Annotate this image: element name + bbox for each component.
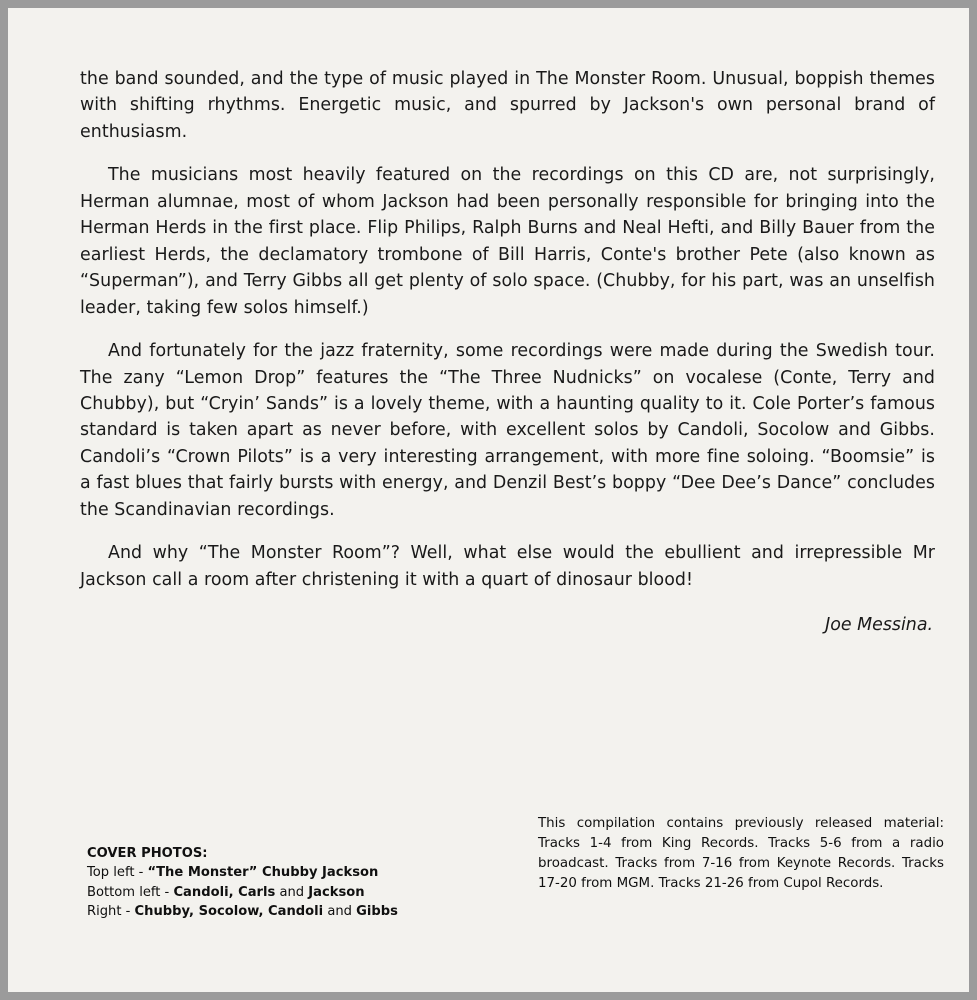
liner-notes-page [8,8,969,992]
credit-bold-2: Jackson [308,884,365,900]
cover-photo-credit-line [87,883,487,902]
paragraph-4: And why “The Monster Room”? Well, what else would the ebullient and irrepressible Mr Jackson call a room after christening it with a quart of dinosaur blood! [80,543,935,590]
credit-prefix: Top left - [87,865,148,881]
author-signature: Joe Messina. [825,615,933,636]
footer [80,814,944,944]
paragraph-1: the band sounded, and the type of music played in The Monster Room. Unusual, boppish themes with shifting rhythms. Energetic music, and spurred by Jackson's own personal brand of enthusiasm. [80,69,935,142]
credit-bold-2: Gibbs [356,904,398,920]
compilation-note: This compilation contains previously released material: Tracks 1-4 from King Records. Tracks 5-6 from a radio broadcast. Tracks from 7-16 from Keynote Records. Tracks 17-20 from MGM. Tracks 21-26 from Cupol Records. [538,816,944,892]
paragraph-2: The musicians most heavily featured on the recordings on this CD are, not surprisingly, Herman alumnae, most of whom Jackson had been personally responsible for bringing into the Herman Herds in the first place. Flip Philips, Ralph Burns and Neal Hefti, and Billy Bauer from the earliest Herds, the declamatory trombone of Bill Harris, Conte's brother Pete (also known as “Superman”), and Terry Gibbs all get plenty of solo space. (Chubby, for his part, was an unselfish leader, taking few solos himself.) [80,165,935,318]
credit-prefix: Bottom left - [87,884,174,900]
cover-photos-credits [87,844,487,922]
credit-prefix: Right - [87,904,135,920]
body-text-column [80,66,935,635]
credit-bold-1: “The Monster” Chubby Jackson [147,865,379,881]
credit-bold-1: Candoli, Carls [173,884,276,900]
credit-middle: and [323,904,357,920]
paragraph-3: And fortunately for the jazz fraternity, some recordings were made during the Swedish tour. The zany “Lemon Drop” features the “The Three Nudnicks” on vocalese (Conte, Terry and Chubby), but “Cryin’ Sands” is a lovely theme, with a haunting quality to it. Cole Porter’s famous standard is taken apart as never before, with excellent solos by Candoli, Socolow and Gibbs. Candoli’s “Crown Pilots” is a very interesting arrangement, with more fine soloing. “Boomsie” is a fast blues that fairly bursts with energy, and Denzil Best’s boppy “Dee Dee’s Dance” concludes the Scandinavian recordings. [80,341,935,520]
credit-middle: and [275,884,309,900]
cover-photo-credit-line [87,902,487,921]
cover-photo-credit-line [87,863,487,882]
cover-photos-heading: COVER PHOTOS: [87,846,208,861]
credit-bold-1: Chubby, Socolow, Candoli [134,904,324,920]
